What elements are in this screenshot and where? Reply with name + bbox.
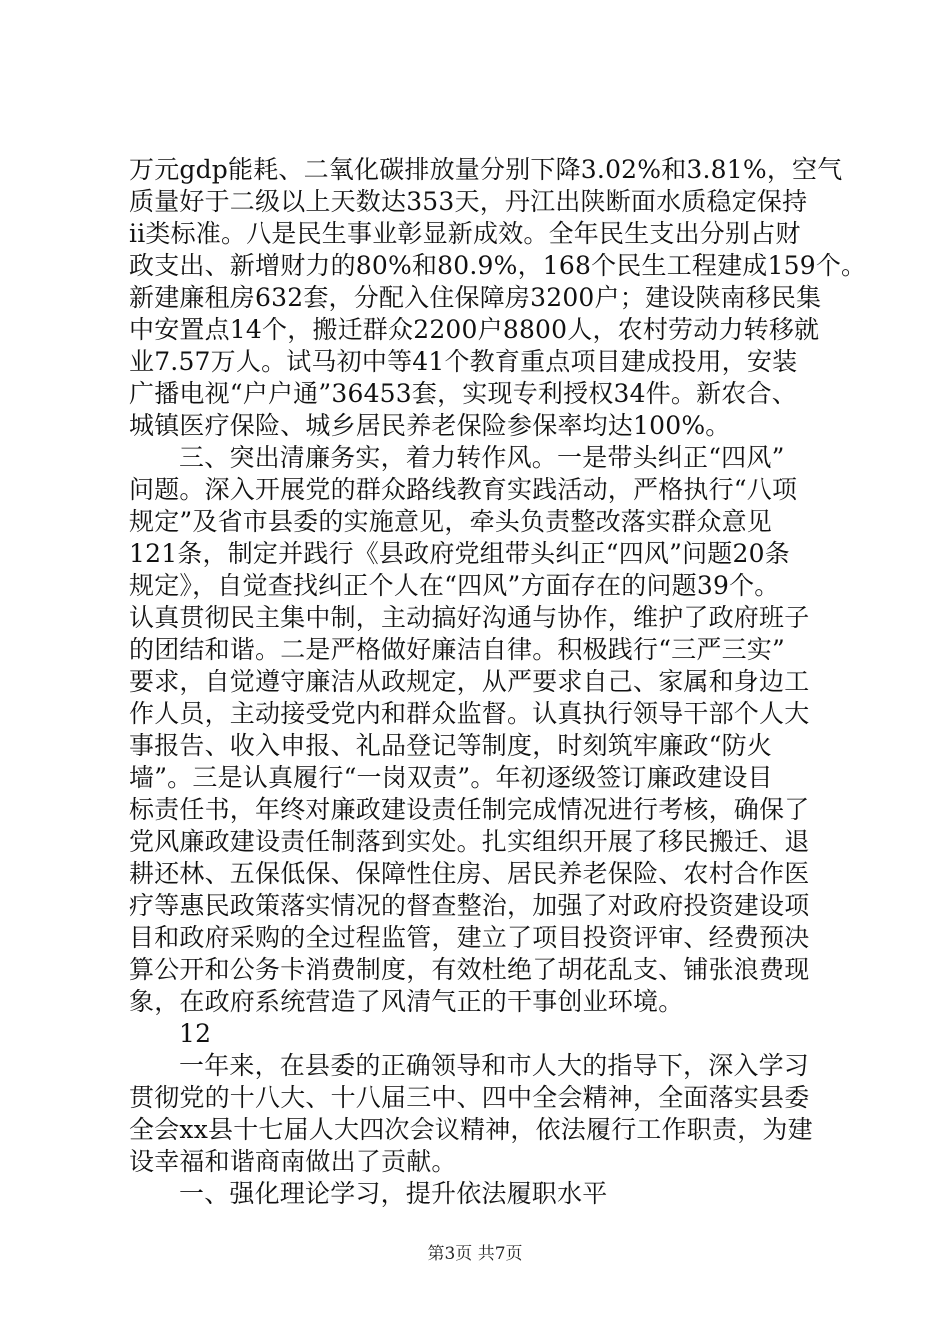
text-line: 事报告、收入申报、礼品登记等制度，时刻筑牢廉政“防火	[129, 731, 772, 760]
text-line: 业7.57万人。试马初中等41个教育重点项目建成投用，安装	[129, 347, 798, 376]
text-line: 中安置点14个，搬迁群众2200户8800人，农村劳动力转移就	[129, 315, 820, 344]
text-line: 城镇医疗保险、城乡居民养老保险参保率均达100%。	[129, 411, 731, 440]
section-three-heading-line: 三、突出清廉务实，着力转作风。一是带头纠正“四风”	[179, 443, 785, 472]
text-line: 作人员，主动接受党内和群众监督。认真执行领导干部个人大	[129, 699, 810, 728]
text-line: 耕还林、五保低保、保障性住房、居民养老保险、农村合作医	[129, 859, 810, 888]
text-line: 121条，制定并践行《县政府党组带头纠正“四风”问题20条	[129, 539, 790, 568]
text-line: 政支出、新增财力的80%和80.9%，168个民生工程建成159个。	[129, 251, 867, 280]
document-body	[129, 154, 867, 1210]
text-line: 设幸福和谐商南做出了贡献。	[129, 1147, 457, 1176]
text-line: 认真贯彻民主集中制，主动搞好沟通与协作，维护了政府班子	[129, 603, 810, 632]
text-line: 广播电视“户户通”36453套，实现专利授权34件。新农合、	[129, 379, 797, 408]
text-line: 象，在政府系统营造了风清气正的干事创业环境。	[129, 987, 684, 1016]
section-number-line: 12	[179, 1019, 212, 1048]
text-line: 要求，自觉遵守廉洁从政规定，从严要求自己、家属和身边工	[129, 667, 810, 696]
text-line: 规定》，自觉查找纠正个人在“四风”方面存在的问题39个。	[129, 571, 780, 600]
text-line: 的团结和谐。二是严格做好廉洁自律。积极践行“三严三实”	[129, 635, 785, 664]
text-line: 疗等惠民政策落实情况的督查整治，加强了对政府投资建设项	[129, 891, 810, 920]
text-line: 党风廉政建设责任制落到实处。扎实组织开展了移民搬迁、退	[129, 827, 810, 856]
text-line: 全会xx县十七届人大四次会议精神，依法履行工作职责，为建	[129, 1115, 813, 1144]
text-line: 墙”。三是认真履行“一岗双责”。年初逐级签订廉政建设目	[129, 763, 773, 792]
paragraph-start-line: 一年来，在县委的正确领导和市人大的指导下，深入学习	[179, 1051, 810, 1080]
text-line: 问题。深入开展党的群众路线教育实践活动，严格执行“八项	[129, 475, 798, 504]
page-number-footer: 第3页 共7页	[427, 1244, 523, 1264]
text-line: 规定”及省市县委的实施意见，牵头负责整改落实群众意见	[129, 507, 772, 536]
text-line: 质量好于二级以上天数达353天，丹江出陕断面水质稳定保持	[129, 187, 808, 216]
text-line: 贯彻党的十八大、十八届三中、四中全会精神，全面落实县委	[129, 1083, 810, 1112]
text-line: 算公开和公务卡消费制度，有效杜绝了胡花乱支、铺张浪费现	[129, 955, 810, 984]
text-line: 新建廉租房632套，分配入住保障房3200户；建设陕南移民集	[129, 283, 822, 312]
text-line: ii类标准。八是民生事业彰显新成效。全年民生支出分别占财	[129, 219, 801, 248]
text-line: 标责任书，年终对廉政建设责任制完成情况进行考核，确保了	[129, 795, 810, 824]
text-line: 目和政府采购的全过程监管，建立了项目投资评审、经费预决	[129, 923, 810, 952]
text-line: 万元gdp能耗、二氧化碳排放量分别下降3.02%和3.81%，空气	[129, 155, 843, 184]
section-one-heading-line: 一、强化理论学习，提升依法履职水平	[179, 1179, 608, 1208]
